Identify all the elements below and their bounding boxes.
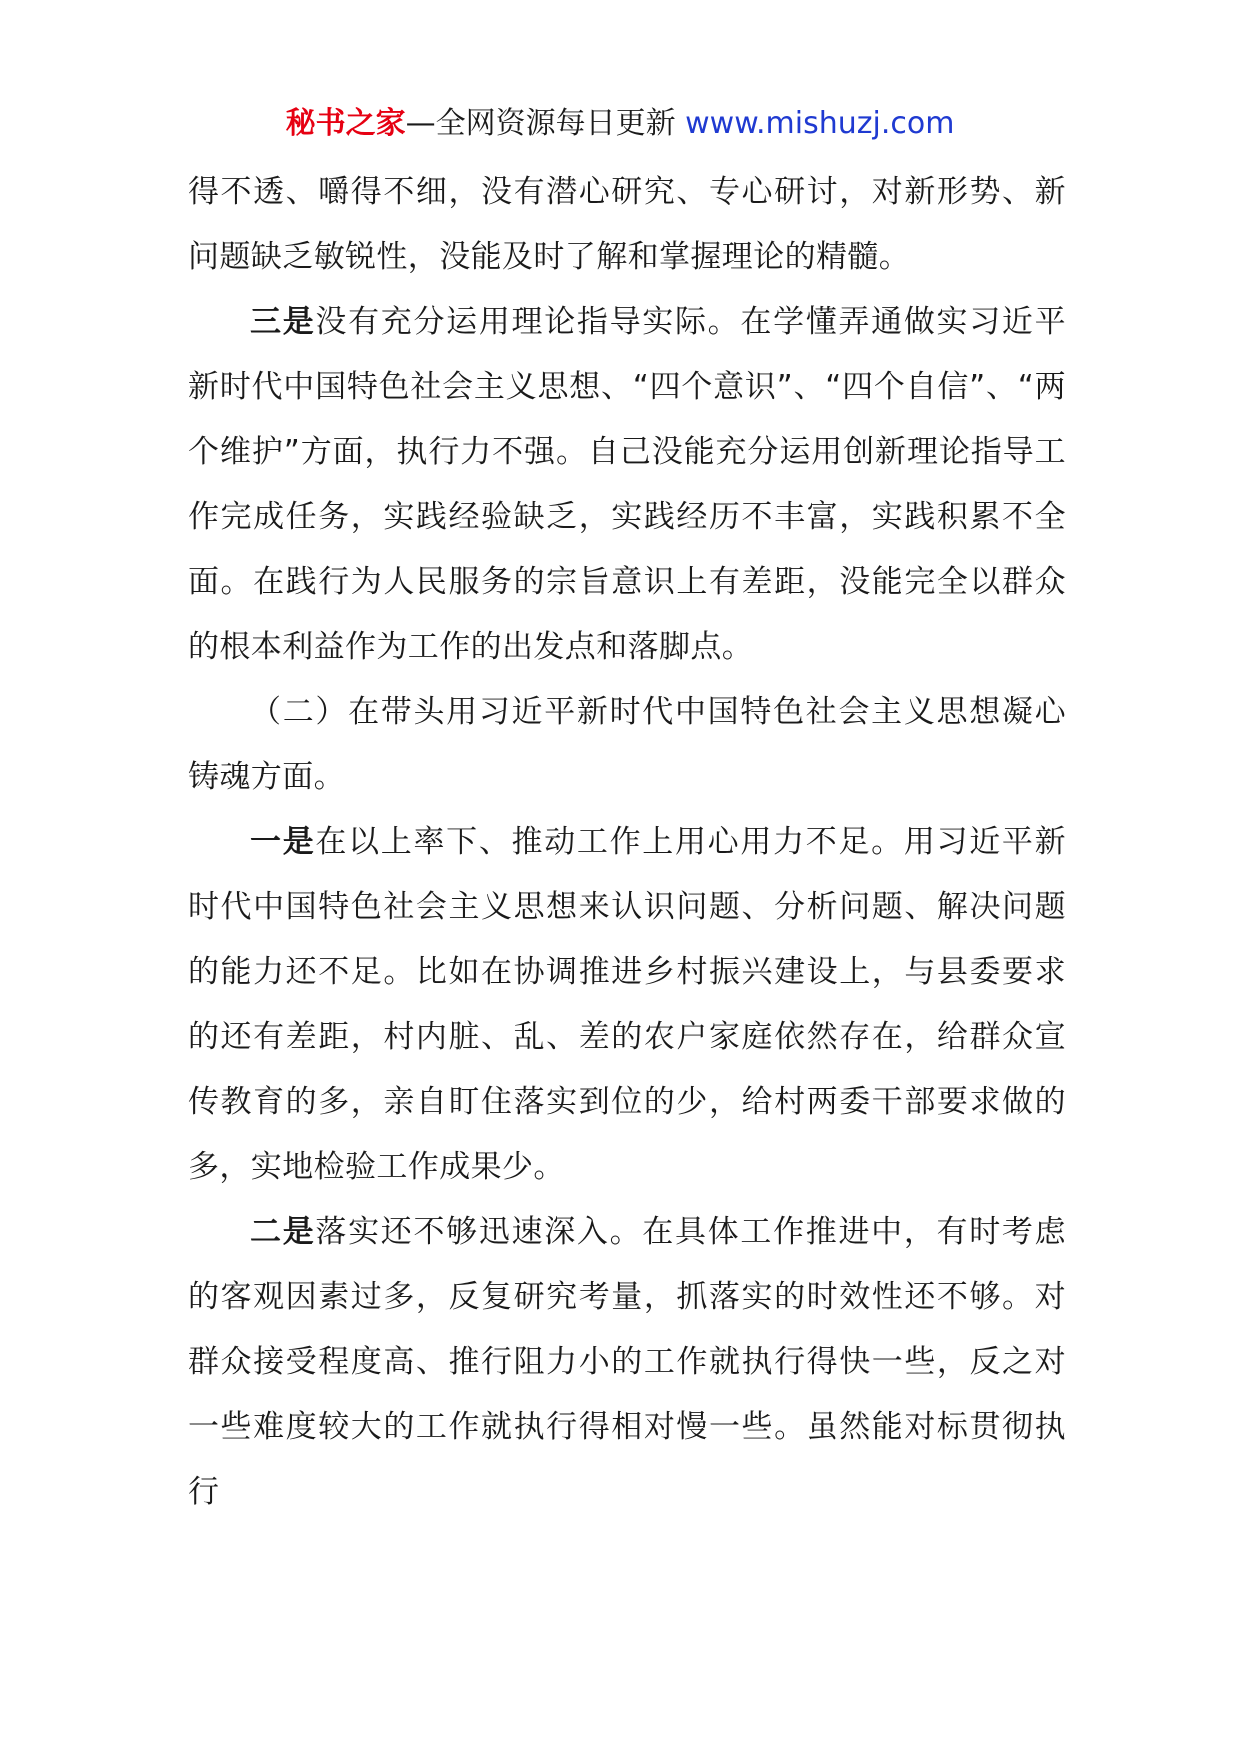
site-url-link[interactable]: www.mishuzj.com (685, 106, 955, 141)
paragraph-continuation (188, 160, 1066, 290)
paragraph-text: 没有充分运用理论指导实际。在学懂弄通做实习近平新时代中国特色社会主义思想、“四个意识”、“四个自信”、“两个维护”方面，执行力不强。自己没能充分运用创新理论指导工作完成任务，实践经验缺乏，实践经历不丰富，实践积累不全面。在践行为人民服务的宗旨意识上有差距，没能完全以群众的根本利益作为工作的出发点和落脚点。 (188, 304, 1066, 665)
section-heading (188, 680, 1066, 810)
paragraph-point-two (188, 1200, 1066, 1525)
site-brand: 秘书之家 (285, 106, 406, 141)
paragraph-text: （二）在带头用习近平新时代中国特色社会主义思想凝心铸魂方面。 (188, 694, 1066, 795)
document-body (188, 160, 1066, 1525)
paragraph-text: 落实还不够迅速深入。在具体工作推进中，有时考虑的客观因素过多，反复研究考量，抓落实的时效性还不够。对群众接受程度高、推行阻力小的工作就执行得快一些，反之对一些难度较大的工作就执行得相对慢一些。虽然能对标贯彻执行 (188, 1214, 1066, 1510)
site-tagline: —全网资源每日更新 (405, 106, 676, 141)
paragraph-lead: 三是 (250, 304, 316, 340)
paragraph-point-one (188, 810, 1066, 1200)
site-header (0, 104, 1240, 144)
paragraph-point-three (188, 290, 1066, 680)
paragraph-lead: 一是 (250, 824, 316, 860)
paragraph-text: 在以上率下、推动工作上用心用力不足。用习近平新时代中国特色社会主义思想来认识问题、分析问题、解决问题的能力还不足。比如在协调推进乡村振兴建设上，与县委要求的还有差距，村内脏、乱、差的农户家庭依然存在，给群众宣传教育的多，亲自盯住落实到位的少，给村两委干部要求做的多，实地检验工作成果少。 (188, 824, 1066, 1185)
paragraph-text: 得不透、嚼得不细，没有潜心研究、专心研讨，对新形势、新问题缺乏敏锐性，没能及时了解和掌握理论的精髓。 (188, 174, 1066, 275)
paragraph-lead: 二是 (250, 1214, 316, 1250)
